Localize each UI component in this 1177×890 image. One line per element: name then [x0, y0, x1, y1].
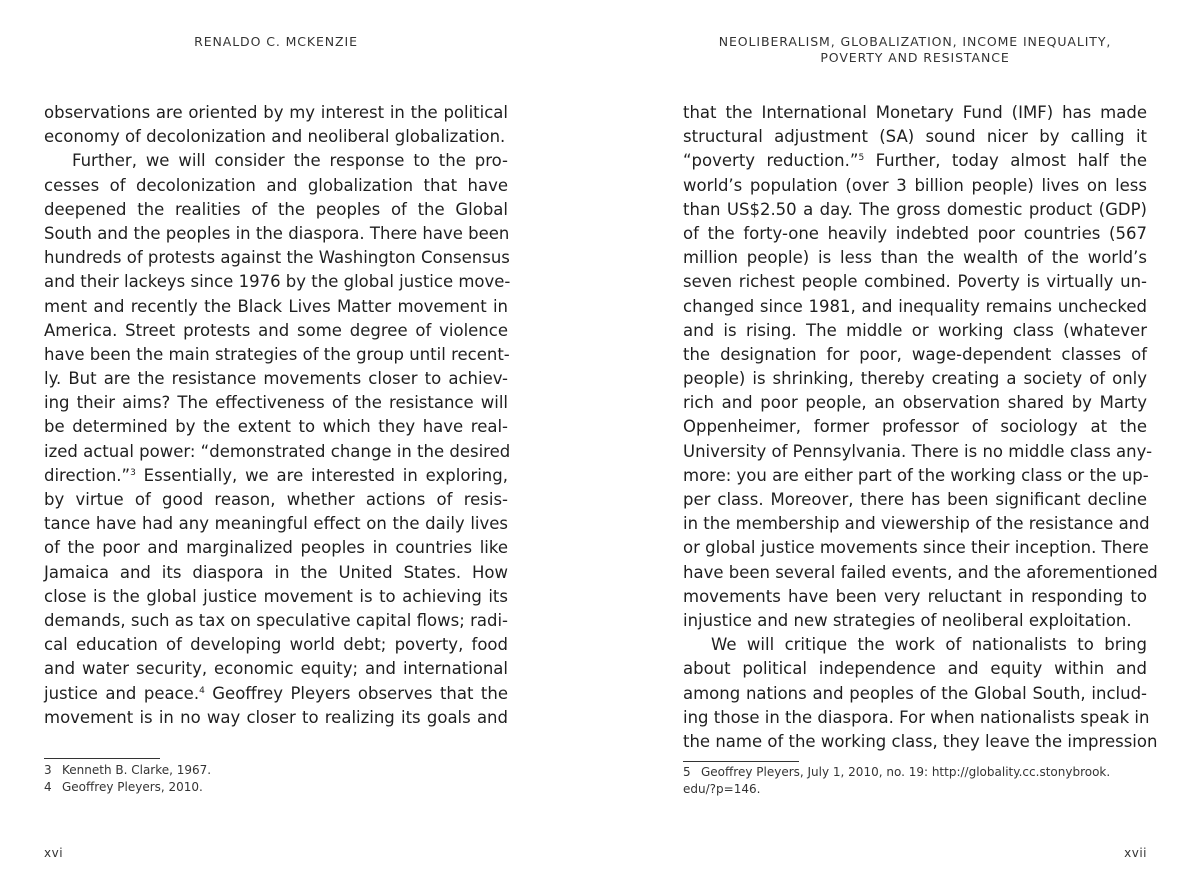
text-line — [683, 730, 1158, 754]
text-segment: Further, today almost half the — [864, 151, 1147, 171]
text-segment: cesses of decolonization and globalization that have — [44, 175, 508, 195]
footnote-number: 4 — [44, 780, 52, 794]
text-line — [683, 222, 1147, 246]
text-segment: and water security, economic equity; and international — [44, 659, 508, 679]
text-segment: movements have been very reluctant in responding to — [683, 586, 1147, 606]
running-head-left — [44, 34, 508, 50]
text-segment: Oppenheimer, former professor of sociology at the — [683, 417, 1147, 437]
text-line — [44, 561, 508, 585]
text-segment: more: you are either part of the working class or the up- — [683, 465, 1149, 485]
text-line — [44, 319, 508, 343]
text-segment: structural adjustment (SA) sound nicer by calling it — [683, 127, 1147, 147]
text-segment: “poverty reduction.” — [683, 151, 859, 171]
text-segment: and their lackeys since 1976 by the global justice move- — [44, 272, 511, 292]
text-segment: that the International Monetary Fund (IMF) has made — [683, 103, 1147, 122]
text-line — [44, 512, 508, 536]
text-line — [44, 657, 508, 681]
footnote-marker[interactable]: 5 — [858, 153, 865, 164]
text-segment: ized actual power: “demonstrated change in the desired — [44, 441, 511, 461]
text-line — [44, 633, 508, 657]
text-segment: demands, such as tax on speculative capital flows; radi- — [44, 610, 508, 630]
text-line — [44, 682, 508, 706]
text-line — [44, 706, 508, 730]
text-line — [683, 561, 1158, 585]
text-segment: Jamaica and its diaspora in the United States. How — [44, 562, 508, 582]
footnote-text: Kenneth B. Clarke, 1967. — [62, 763, 212, 777]
text-line — [683, 415, 1147, 439]
text-segment: economy of decolonization and neoliberal globalization. — [44, 127, 506, 147]
footnote-rule-right — [683, 761, 799, 762]
text-segment: by virtue of good reason, whether actions of resis- — [44, 490, 508, 509]
text-segment: the name of the working class, they leave the impression — [683, 731, 1158, 751]
text-segment: University of Pennsylvania. There is no middle class any- — [683, 441, 1153, 461]
folio-left: xvi — [44, 846, 64, 860]
text-line — [683, 609, 1147, 633]
text-line — [683, 174, 1147, 198]
text-line — [683, 512, 1150, 536]
text-segment: per class. Moreover, there has been significant decline — [683, 490, 1147, 509]
footnote — [683, 781, 1147, 798]
text-line — [683, 270, 1147, 294]
text-segment: tance have had any meaningful effect on the daily lives — [44, 514, 508, 534]
text-line — [683, 585, 1147, 609]
running-head-title-line-1: NEOLIBERALISM, GLOBALIZATION, INCOME INEQUALITY, — [718, 34, 1112, 49]
text-line — [683, 536, 1147, 560]
text-line — [683, 633, 1147, 657]
text-segment: South and the peoples in the diaspora. There have been — [44, 223, 510, 243]
text-segment: million people) is less than the wealth of the world’s — [683, 248, 1147, 268]
text-line — [44, 536, 508, 560]
text-line — [683, 343, 1147, 367]
footnote — [683, 764, 1147, 781]
text-line — [683, 149, 1147, 173]
text-segment: of the poor and marginalized peoples in countries like — [44, 538, 508, 558]
text-line — [44, 415, 508, 439]
body-text-right — [683, 101, 1158, 754]
text-line — [683, 125, 1147, 149]
text-segment: in the membership and viewership of the resistance and — [683, 514, 1150, 534]
text-line — [44, 343, 508, 367]
text-line — [44, 149, 508, 173]
footnote-text: Geoffrey Pleyers, 2010. — [62, 780, 203, 794]
text-segment: observations are oriented by my interest in the political — [44, 103, 508, 122]
footnote — [44, 779, 508, 796]
footnote-marker[interactable]: 4 — [199, 685, 205, 696]
text-segment: ing those in the diaspora. For when nationalists speak in — [683, 707, 1150, 727]
text-segment: have been several failed events, and the aforementioned — [683, 562, 1158, 582]
text-segment: than US$2.50 a day. The gross domestic product (GDP) — [683, 199, 1147, 219]
text-segment: Essentially, we are interested in exploring, — [135, 465, 508, 485]
text-segment: ly. But are the resistance movements closer to achiev- — [44, 369, 508, 389]
text-line — [44, 125, 508, 149]
folio-right: xvii — [1124, 846, 1147, 860]
text-segment: Geoffrey Pleyers observes that the — [204, 683, 508, 703]
text-line — [44, 464, 508, 488]
text-segment: or global justice movements since their inception. There — [683, 538, 1149, 558]
text-line — [44, 246, 508, 270]
text-segment: seven richest people combined. Poverty is virtually un- — [683, 272, 1147, 292]
text-segment: rich and poor people, an observation shared by Marty — [683, 393, 1147, 413]
text-line — [44, 270, 511, 294]
text-line — [683, 367, 1147, 391]
footnotes-left — [44, 762, 508, 796]
text-line — [44, 222, 508, 246]
text-segment: justice and peace. — [44, 683, 200, 703]
text-line — [683, 440, 1153, 464]
text-line — [44, 488, 508, 512]
text-segment: hundreds of protests against the Washington Consensus — [44, 248, 510, 268]
text-segment: of the forty-one heavily indebted poor countries (567 — [683, 223, 1147, 243]
text-segment: world’s population (over 3 billion people) lives on less — [683, 175, 1147, 195]
text-line — [44, 391, 508, 415]
text-segment: ing their aims? The effectiveness of the resistance will — [44, 393, 508, 413]
text-segment: movement is in no way closer to realizing its goals and — [44, 707, 508, 727]
text-segment: America. Street protests and some degree of violence — [44, 320, 508, 340]
text-line — [44, 367, 508, 391]
text-line — [683, 246, 1147, 270]
text-line — [683, 706, 1150, 730]
text-segment: about political independence and equity within and — [683, 659, 1147, 679]
text-segment: among nations and peoples of the Global South, includ- — [683, 683, 1147, 703]
text-line — [683, 319, 1147, 343]
text-segment: ment and recently the Black Lives Matter movement in — [44, 296, 508, 316]
text-segment: cal education of developing world debt; poverty, food — [44, 635, 508, 655]
footnotes-right — [683, 764, 1147, 798]
text-segment: and is rising. The middle or working class (whatever — [683, 320, 1147, 340]
footnote-rule-left — [44, 758, 160, 759]
text-line — [44, 198, 508, 222]
text-segment: people) is shrinking, thereby creating a society of only — [683, 369, 1147, 389]
text-segment: changed since 1981, and inequality remains unchecked — [683, 296, 1147, 316]
footnote-link-text: Geoffrey Pleyers, July 1, 2010, no. 19: http://globality.cc.stonybrook. — [701, 765, 1111, 779]
right-page — [683, 0, 1158, 890]
left-page — [44, 0, 511, 890]
text-line — [683, 682, 1147, 706]
text-line — [683, 391, 1147, 415]
text-segment: have been the main strategies of the group until recent- — [44, 344, 510, 364]
text-line — [44, 585, 508, 609]
text-segment: direction.” — [44, 465, 131, 485]
footnote-number: 5 — [683, 765, 691, 779]
text-line — [44, 295, 508, 319]
text-segment: deepened the realities of the peoples of the Global — [44, 199, 508, 219]
footnote-marker[interactable]: 3 — [130, 467, 136, 478]
text-segment: the designation for poor, wage-dependent classes of — [683, 344, 1147, 364]
text-line — [44, 440, 511, 464]
text-line — [683, 198, 1147, 222]
running-head-title-line-2: POVERTY AND RESISTANCE — [820, 50, 1010, 65]
text-line — [683, 295, 1147, 319]
text-line — [683, 488, 1147, 512]
text-segment: be determined by the extent to which they have real- — [44, 417, 508, 437]
running-head-author: RENALDO C. MCKENZIE — [194, 34, 358, 49]
text-line — [44, 101, 508, 125]
text-segment: We will critique the work of nationalists to bring — [711, 635, 1147, 655]
text-line — [683, 464, 1147, 488]
text-segment: injustice and new strategies of neoliberal exploitation. — [683, 610, 1132, 630]
text-line — [683, 657, 1147, 681]
running-head-right — [683, 34, 1147, 66]
text-line — [44, 174, 508, 198]
text-segment: Further, we will consider the response to the pro- — [72, 151, 508, 171]
text-line — [683, 101, 1147, 125]
footnote-number: 3 — [44, 763, 52, 777]
footnote-link-text: edu/?p=146. — [683, 782, 761, 796]
text-line — [44, 609, 508, 633]
text-segment: close is the global justice movement is to achieving its — [44, 586, 508, 606]
body-text-left — [44, 101, 511, 730]
footnote — [44, 762, 508, 779]
